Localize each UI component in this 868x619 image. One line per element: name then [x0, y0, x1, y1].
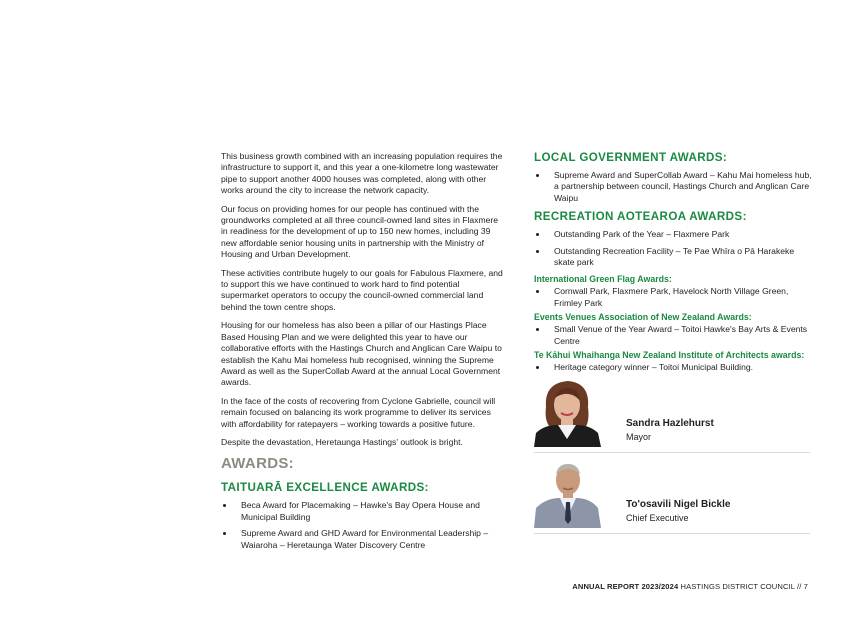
list-item: Beca Award for Placemaking – Hawke's Bay Opera House and Municipal Building: [221, 500, 503, 523]
list-item: Small Venue of the Year Award – Toitoi Hawke's Bay Arts & Events Centre: [534, 324, 814, 347]
green-flag-awards-list: [534, 286, 814, 309]
list-item: Supreme Award and SuperCollab Award – Kahu Mai homeless hub, a partnership between council, Hastings Church and Anglican Care Waipu: [534, 170, 814, 204]
architects-awards-list: [534, 362, 814, 373]
report-label: ANNUAL REPORT 2023/2024: [572, 582, 679, 591]
taituara-awards-list: [221, 500, 503, 551]
list-item: Supreme Award and GHD Award for Environmental Leadership – Waiaroha – Heretaunga Water Discovery Centre: [221, 528, 503, 551]
body-paragraph: Despite the devastation, Heretaunga Hastings' outlook is bright.: [221, 436, 463, 447]
chief-executive-name: To'osavili Nigel Bickle: [626, 499, 731, 510]
page-number: 7: [803, 582, 808, 591]
body-paragraph: This business growth combined with an increasing population requires the infrastructure to support it, and this year a one-kilometre long wastewater pipe to support another 4000 houses was completed, along with other works around the city to increase the network capacity.: [221, 151, 503, 196]
mayor-photo: [534, 377, 601, 447]
list-item: Outstanding Park of the Year – Flaxmere Park: [534, 229, 814, 240]
chief-executive-photo: [534, 458, 601, 528]
mayor-role: Mayor: [626, 432, 652, 442]
awards-heading: AWARDS:: [221, 455, 294, 473]
local-government-awards-list: [534, 170, 814, 204]
right-column: [534, 151, 814, 376]
taituara-awards-heading: TAITUARĀ EXCELLENCE AWARDS:: [221, 481, 429, 495]
venues-awards-heading: Events Venues Association of New Zealand Awards:: [534, 312, 752, 323]
recreation-awards-heading: RECREATION AOTEAROA AWARDS:: [534, 210, 747, 224]
page-footer: [560, 582, 808, 591]
chief-executive-role: Chief Executive: [626, 513, 689, 523]
mayor-card: [534, 377, 810, 453]
body-paragraph: Our focus on providing homes for our people has continued with the groundworks completed at all three council-owned land sites in Flaxmere in readiness for the development of up to 150 new homes, including 39 new affordable senior housing units in partnership with the Ministry of Housing and Urban Development.: [221, 203, 499, 260]
body-paragraph: In the face of the costs of recovering from Cyclone Gabrielle, council will remain focused on balancing its work programme to deliver its services with affordability for ratepayers – working towards a positive future.: [221, 395, 496, 429]
list-item: Outstanding Recreation Facility – Te Pae Whīra o Pā Harakeke skate park: [534, 246, 814, 269]
body-paragraph: These activities contribute hugely to our goals for Fabulous Flaxmere, and to support this we have continued to work hard to find potential supermarket operators to occupy the council-owned commercial land behind the town centre shops.: [221, 267, 503, 312]
local-government-awards-heading: LOCAL GOVERNMENT AWARDS:: [534, 151, 728, 164]
mayor-name: Sandra Hazlehurst: [626, 418, 714, 429]
left-column: [221, 151, 503, 557]
council-name: HASTINGS DISTRICT COUNCIL: [680, 582, 795, 591]
green-flag-awards-heading: International Green Flag Awards:: [534, 274, 672, 285]
venues-awards-list: [534, 324, 814, 347]
body-paragraph: Housing for our homeless has also been a pillar of our Hastings Place Based Housing Plan and we were delighted this year to have our collaborative efforts with the Hastings Church and Anglican Care Waipu to establish the Kahu Mai homeless hub recognised, winning the Supreme Award as well as the SuperCollab Award at the annual Local Government awards.: [221, 320, 502, 388]
recreation-awards-list: [534, 229, 814, 268]
list-item: Heritage category winner – Toitoi Municipal Building.: [534, 362, 814, 373]
chief-executive-card: [534, 458, 810, 534]
list-item: Cornwall Park, Flaxmere Park, Havelock North Village Green, Frimley Park: [534, 286, 814, 309]
architects-awards-heading: Te Kāhui Whaihanga New Zealand Institute of Architects awards:: [534, 350, 805, 361]
footer-separator: //: [797, 582, 802, 591]
